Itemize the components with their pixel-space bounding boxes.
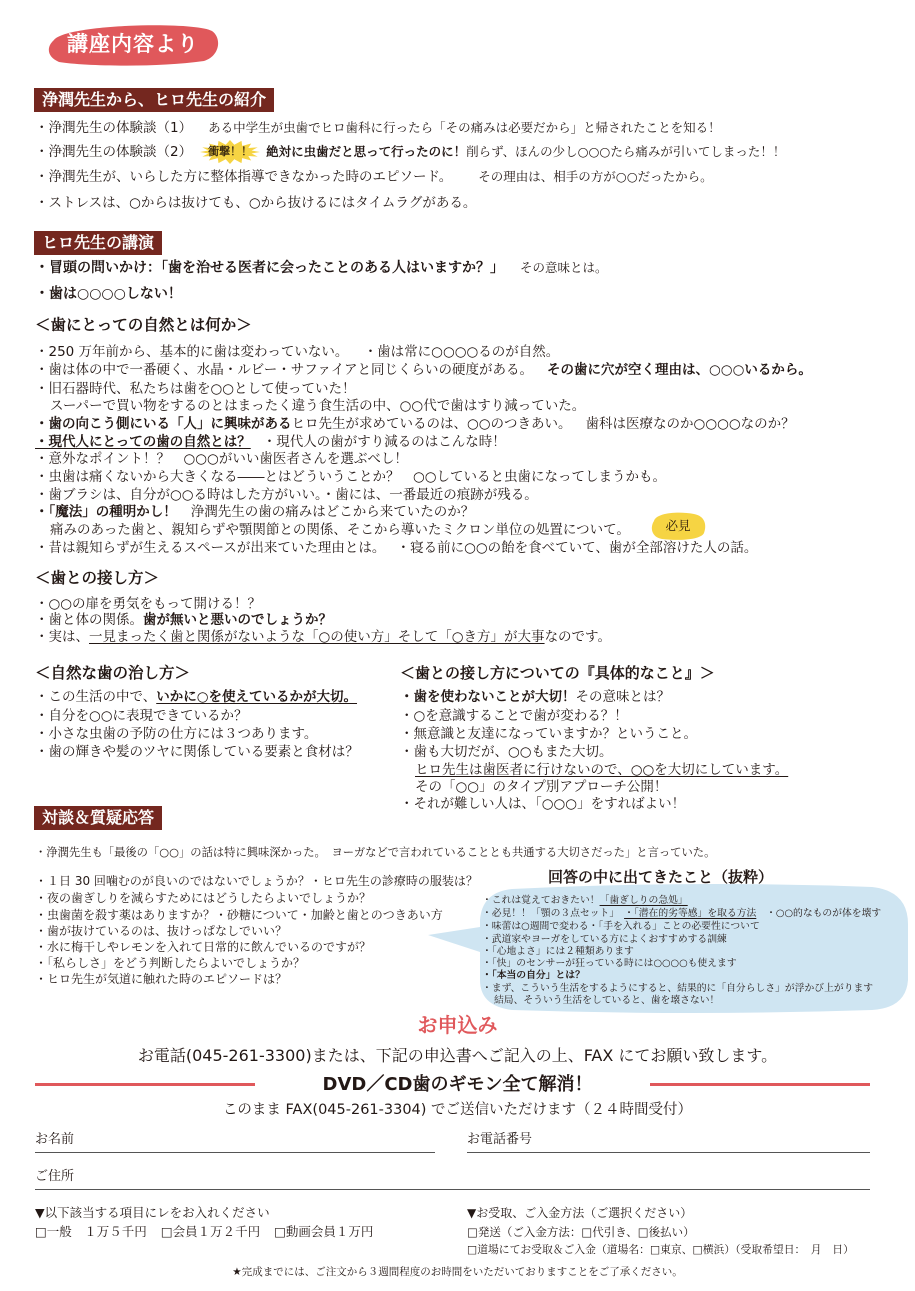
nature-line-11: 痛みのあった歯と、親知らずや顎関節との関係、そこから導いたミクロン単位の処置について。 — [50, 522, 630, 538]
shock-starburst — [200, 140, 260, 164]
concrete-line-3: ・無意識と友達になっていますか？ということ。 — [400, 726, 697, 742]
qa-question: ・夜の歯ぎしりを減らすためにはどうしたらよいでしょうか？ — [35, 891, 372, 905]
natural-line-1-a: ・この生活の中で、 — [35, 689, 157, 705]
nature-line-2-a: ・歯は体の中で一番硬く、水晶・ルビー・サファイアと同じくらいの硬度がある。 — [35, 362, 534, 378]
intro-line-3-label: ・浄潤先生が、いらした方に整体指導できなかった時のエピソード。 — [35, 169, 453, 185]
bubble-item-3: ・味蕾は○週間で変わる・「手を入れる」ことの必要性について — [482, 921, 760, 932]
intro-line-1 — [35, 119, 721, 137]
concrete-line-2: ・○を意識することで歯が変わる？！ — [400, 708, 628, 724]
badge-label: 講座内容より — [67, 32, 199, 56]
contact-line-2-b: 歯が無いと悪いのでしょうか？ — [143, 612, 332, 628]
apply-title: お申込み — [417, 1013, 498, 1037]
nature-line-6-b: ・現代人の歯がすり減るのはこんな時！ — [262, 434, 506, 450]
contact-line-3-a: ・実は、 — [35, 629, 89, 645]
price-options — [35, 1223, 387, 1241]
apply-phone-text: お電話(045-261-3300)または、下記の申込書へご記入の上、FAX にてお願い致します。 — [137, 1046, 778, 1065]
concrete-line-1-b: その意味とは？ — [575, 689, 670, 705]
natural-line-2: ・自分を○○に表現できているか？ — [35, 708, 248, 724]
nature-line-12-a: ・昔は親知らずが生えるスペースが出来ていた理由とは。 — [35, 540, 379, 556]
must-see-label: 必見 — [665, 518, 691, 533]
intro-line-3-desc: その理由は、相手の方が○○だったから。 — [478, 169, 713, 184]
contact-line-3-b: 一見まったく歯と関係がないような「○の使い方」そして「○き方」が大事 — [89, 629, 545, 645]
nature-line-7: ・意外なポイント！？ ○○○がいい歯医者さんを選ぶべし！ — [35, 451, 408, 467]
nature-line-5-b: ヒロ先生が求めているのは、○○のつきあい。 — [291, 416, 572, 432]
nature-line-6-a: ・現代人にとっての歯の自然とは？ — [35, 434, 251, 450]
lecture-question-1-bold: ・冒頭の問いかけ：「歯を治せる医者に会ったことのある人はいますか？」 — [35, 260, 504, 276]
contact-line-2-a: ・歯と体の関係。 — [35, 612, 143, 628]
nature-line-12-b: ・寝る前に○○の飴を食べていて、歯が全部溶けた人の話。 — [396, 540, 758, 556]
contact-line-3 — [35, 628, 611, 646]
concrete-line-6: その「○○」のタイプ別アプローチ公開！ — [415, 779, 668, 795]
qa-question: ・「私らしさ」をどう判断したらよいでしょうか？ — [35, 956, 306, 970]
nature-line-3: ・旧石器時代、私たちは歯を○○として使っていた！ — [35, 381, 356, 397]
fax-text: このまま FAX(045-261-3304) でご送信いただけます（２４時間受付） — [222, 1102, 693, 1118]
subsection-title-concrete: ＜歯との接し方についての『具体的なこと』＞ — [400, 664, 715, 682]
bubble-item-2-a: ・必見！！「顎の３点セット」 — [482, 908, 625, 919]
intro-line-1-label: ・浄潤先生の体験談（1） — [35, 120, 193, 136]
bubble-title: 回答の中に出てきたこと（抜粋） — [548, 868, 774, 886]
concrete-line-5: ヒロ先生は歯医者に行けないので、○○を大切にしています。 — [415, 762, 789, 778]
phone-field[interactable] — [467, 1128, 870, 1153]
intro-line-2-label: ・浄潤先生の体験談（2） — [35, 144, 193, 160]
subsection-title-contact: ＜歯との接し方＞ — [35, 569, 160, 587]
section-header-lecture: ヒロ先生の講演 — [34, 231, 162, 255]
nature-line-12 — [35, 539, 757, 557]
option-member-checkbox[interactable]: □会員１万２千円 — [160, 1224, 261, 1239]
bubble-item-1-b: 「歯ぎしりの急処」 — [599, 895, 688, 906]
intro-line-2 — [35, 140, 785, 164]
natural-line-1 — [35, 688, 357, 706]
must-see-badge — [648, 511, 708, 541]
qa-question: ・虫歯菌を殺す薬はありますか？・砂糖について・加齢と歯とのつきあい方 — [35, 908, 443, 922]
delivery-option-shipping[interactable]: □発送（ご入金方法：□代引き、□後払い） — [467, 1225, 695, 1239]
address-field[interactable] — [35, 1165, 870, 1190]
subsection-title-nature: ＜歯にとっての自然とは何か＞ — [35, 316, 252, 334]
natural-line-4: ・歯の輝きや髪のツヤに関係している要素と食材は？ — [35, 744, 359, 760]
nature-line-10 — [35, 503, 474, 521]
section-header-qa: 対談＆質疑応答 — [34, 806, 162, 830]
bubble-item-7: ・「本当の自分」とは？ — [482, 970, 585, 981]
lecture-question-1-desc: その意味とは。 — [520, 260, 608, 275]
bubble-item-1 — [482, 895, 688, 907]
bubble-item-1-a: ・これは覚えておきたい！ — [482, 895, 600, 906]
concrete-line-4: ・歯も大切だが、○○もまた大切。 — [400, 744, 613, 760]
intro-line-2-desc: 削らず、ほんの少し○○○たら痛みが引いてしまった！！ — [466, 144, 786, 159]
item-instruction: ▼以下該当する項目にレをお入れください — [35, 1205, 270, 1220]
intro-line-2-bold: 絶対に虫歯だと思って行ったのに！ — [266, 144, 467, 159]
natural-line-3: ・小さな虫歯の予防の仕方には３つあります。 — [35, 726, 318, 742]
contact-line-3-c: なのです。 — [544, 629, 611, 645]
bubble-item-2-b: ・「潜在的劣等感」を取る方法 — [624, 908, 757, 919]
starburst-label: 衝撃！！ — [208, 145, 253, 158]
nature-line-2 — [35, 361, 812, 379]
bubble-item-2-c: ・○○的なものが体を壊す — [756, 908, 882, 919]
section-header-intro: 浄潤先生から、ヒロ先生の紹介 — [34, 88, 274, 112]
concrete-line-7: ・それが難しい人は、「○○○」をすればよい！ — [400, 796, 686, 812]
footer-note: ★完成までには、ご注文から３週間程度のお時間をいただいておりますことをご了承ください。 — [232, 1266, 683, 1278]
address-label: ご住所 — [35, 1169, 75, 1184]
option-general-checkbox[interactable]: □一般 １万５千円 — [35, 1224, 147, 1239]
nature-line-1-a: ・250 万年前から、基本的に歯は変わっていない。 — [35, 344, 342, 360]
dvd-title: DVD／CD歯のギモン全て解消！ — [322, 1074, 593, 1095]
nature-line-10-b: 浄潤先生の歯の痛みはどこから来ていたのか？ — [190, 504, 475, 520]
concrete-line-1 — [400, 688, 670, 706]
delivery-option-dojo[interactable]: □道場にてお受取＆ご入金（道場名：□東京、□横浜）（受取希望日： 月 日） — [467, 1243, 854, 1256]
qa-quote: ・浄潤先生も「最後の「○○」の話は特に興味深かった。 ヨーガなどで言われていることとも共通する大切さだった」と言っていた。 — [35, 846, 716, 859]
nature-line-2-b: その歯に穴が空く理由は、○○○いるから。 — [547, 362, 812, 378]
nature-line-4: スーパーで買い物をするのとはまったく違う食生活の中、○○代で歯はすり減っていた。 — [50, 398, 586, 414]
contact-line-1: ・○○の扉を勇気をもって開ける！？ — [35, 596, 262, 612]
nature-line-8: ・虫歯は痛くないから大きくなる――とはどういうことか？ ○○していると虫歯になってしまうかも。 — [35, 469, 667, 485]
bubble-item-4: ・武道家やヨーガをしている方によくおすすめする訓練 — [482, 934, 727, 945]
nature-line-5-a: ・歯の向こう側にいる「人」に興味がある — [35, 416, 292, 432]
nature-line-5-c: 歯科は医療なのか○○○○なのか？ — [585, 416, 795, 432]
lecture-question-1 — [35, 259, 608, 277]
qa-question: ・歯が抜けているのは、抜けっぱなしでいい？ — [35, 924, 288, 938]
natural-line-1-b: いかに○を使えているかが大切。 — [156, 689, 358, 705]
nature-line-6 — [35, 433, 506, 451]
delivery-instruction: ▼お受取、ご入金方法（ご選択ください） — [467, 1206, 693, 1220]
bubble-item-6: ・「快」のセンサーが狂っている時には○○○○も使えます — [482, 958, 737, 969]
intro-line-3 — [35, 168, 713, 186]
lecture-question-2: ・歯は○○○○しない！ — [35, 286, 182, 302]
phone-label: お電話番号 — [467, 1132, 533, 1147]
subsection-title-natural: ＜自然な歯の治し方＞ — [35, 664, 191, 682]
nature-line-5 — [35, 415, 795, 433]
qa-question: ・水に梅干しやレモンを入れて日常的に飲んでいるのですが？ — [35, 940, 372, 954]
nature-line-1 — [35, 343, 559, 361]
title-badge — [44, 20, 222, 70]
bubble-item-8: ・まず、こういう生活をするようにすると、結果的に「自分らしさ」が浮かび上がります — [482, 983, 874, 994]
option-video-member-checkbox[interactable]: □動画会員１万円 — [274, 1224, 374, 1239]
bubble-item-9: 結局、そういう生活をしていると、歯を壊さない！ — [494, 995, 720, 1006]
bubble-item-5: ・「心地よさ」には２種類あります — [482, 946, 634, 957]
intro-line-4: ・ストレスは、○からは抜けても、○から抜けるにはタイムラグがある。 — [35, 195, 477, 211]
intro-line-1-desc: ある中学生が虫歯でヒロ歯科に行ったら「その痛みは必要だから」と帰されたことを知る！ — [208, 120, 721, 135]
nature-line-10-a: ・「魔法」の種明かし！ — [35, 504, 177, 520]
name-field[interactable] — [35, 1128, 435, 1153]
bubble-item-2 — [482, 908, 881, 920]
concrete-line-1-a: ・歯を使わないことが大切！ — [400, 689, 576, 705]
name-label: お名前 — [35, 1132, 75, 1147]
qa-question: ・１日 30 回噛むのが良いのではないでしょうか？・ヒロ先生の診療時の服装は？ — [35, 874, 478, 888]
contact-line-2 — [35, 611, 332, 629]
qa-question: ・ヒロ先生が気道に触れた時のエピソードは？ — [35, 972, 288, 986]
nature-line-1-b: ・歯は常に○○○○るのが自然。 — [363, 344, 560, 360]
nature-line-9: ・歯ブラシは、自分が○○る時はした方がいい。・歯には、一番最近の痕跡が残る。 — [35, 487, 538, 503]
